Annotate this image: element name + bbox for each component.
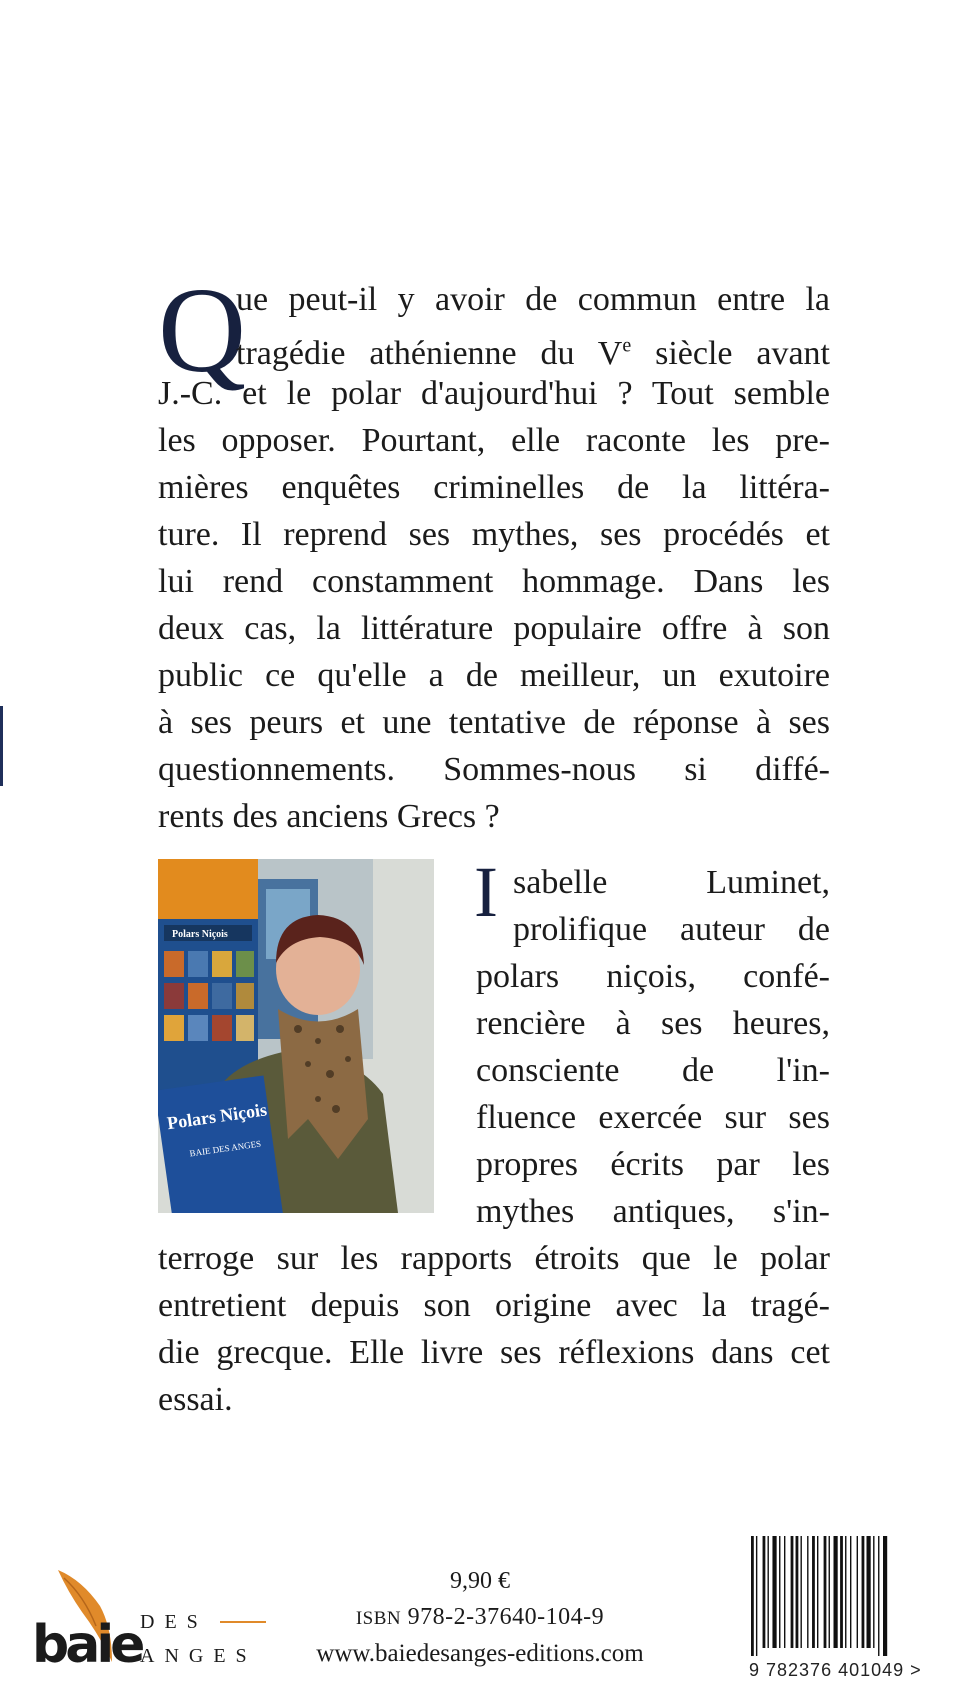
barcode-bar: [751, 1536, 754, 1656]
barcode-bar: [801, 1536, 802, 1648]
author-line: fluence exercée sur ses: [476, 1099, 830, 1136]
barcode-bar: [873, 1536, 874, 1648]
barcode-bar: [812, 1536, 815, 1648]
blurb-line: [158, 323, 830, 373]
isbn-number: 978-2-37640-104-9: [407, 1604, 605, 1630]
author-paragraph-side: [476, 859, 830, 1235]
blurb-line: deux cas, la littérature populaire offre à son: [158, 610, 830, 647]
barcode-bar: [840, 1536, 843, 1648]
blurb-line: mières enquêtes criminelles de la littéra-: [158, 469, 830, 506]
barcode-bar: [768, 1536, 769, 1648]
publisher-des: DES: [140, 1611, 208, 1633]
blurb-line: ue peut-il y avoir de commun entre la: [236, 281, 830, 318]
author-line: mythes antiques, s'in-: [476, 1193, 830, 1230]
barcode-bar: [817, 1536, 818, 1648]
barcode-bar: [791, 1536, 794, 1648]
publisher-url: www.baiedesanges-editions.com: [316, 1640, 644, 1667]
barcode-bar: [796, 1536, 799, 1648]
barcode: [749, 1536, 919, 1656]
blurb-line: J.-C. et le polar d'aujourd'hui ? Tout semble: [158, 375, 830, 412]
author-line: propres écrits par les: [476, 1146, 830, 1183]
barcode-bar: [807, 1536, 808, 1648]
barcode-bar: [756, 1536, 757, 1656]
drop-cap-i: I: [474, 852, 498, 932]
price: 9,90 €: [450, 1568, 510, 1594]
barcode-bar: [829, 1536, 830, 1648]
blurb-line: ture. Il reprend ses mythes, ses procédés et: [158, 516, 830, 553]
author-line: essai.: [158, 1381, 233, 1418]
barcode-bar: [824, 1536, 827, 1648]
barcode-bar: [763, 1536, 766, 1648]
blurb-line: lui rend constamment hommage. Dans les: [158, 563, 830, 600]
author-photo: [158, 859, 434, 1213]
author-line: prolifique auteur de: [513, 911, 830, 948]
author-line: sabelle Luminet,: [513, 864, 830, 901]
barcode-bar: [883, 1536, 887, 1656]
publisher-anges: ANGES: [140, 1645, 257, 1667]
author-paragraph-full: [158, 1235, 830, 1423]
blurb-paragraph: [158, 276, 830, 840]
author-line: entretient depuis son origine avec la tragé-: [158, 1287, 830, 1324]
blurb-line: à ses peurs et une tentative de réponse à ses: [158, 704, 830, 741]
barcode-bar: [862, 1536, 865, 1648]
barcode-bar: [784, 1536, 785, 1648]
barcode-bar: [834, 1536, 838, 1648]
blurb-line: questionnements. Sommes-nous si diffé-: [158, 751, 830, 788]
author-line: polars niçois, confé-: [476, 958, 830, 995]
barcode-bar: [850, 1536, 851, 1648]
blurb-line: public ce qu'elle a de meilleur, un exutoire: [158, 657, 830, 694]
book-sign-text: Polars Niçois: [165, 1099, 269, 1134]
barcode-digits: 9 782376 401049 >: [749, 1660, 922, 1680]
isbn-label: ISBN: [355, 1608, 402, 1629]
publisher-logo: [30, 1566, 280, 1678]
barcode-bar: [857, 1536, 858, 1648]
barcode-bar: [845, 1536, 846, 1648]
author-line: consciente de l'in-: [476, 1052, 830, 1089]
barcode-bar: [779, 1536, 780, 1648]
author-line: terroge sur les rapports étroits que le polar: [158, 1240, 830, 1277]
book-sign-subtext: BAIE DES ANGES: [188, 1138, 262, 1159]
publisher-main: baie: [32, 1615, 142, 1675]
author-line: rencière à ses heures,: [476, 1005, 830, 1042]
barcode-bar: [867, 1536, 871, 1648]
barcode-bar: [878, 1536, 879, 1656]
isbn: [300, 1604, 660, 1631]
edge-bar: [0, 706, 3, 786]
blurb-line: rents des anciens Grecs ?: [158, 798, 500, 835]
poster-title: Polars Niçois: [172, 929, 228, 940]
drop-cap-q: Q: [158, 263, 247, 398]
author-line: die grecque. Elle livre ses réflexions dans cet: [158, 1334, 830, 1371]
blurb-line: les opposer. Pourtant, elle raconte les pre-: [158, 422, 830, 459]
barcode-bar: [772, 1536, 776, 1648]
blurb-line-text: tragédie athénienne du Ve siècle avant: [236, 335, 830, 373]
